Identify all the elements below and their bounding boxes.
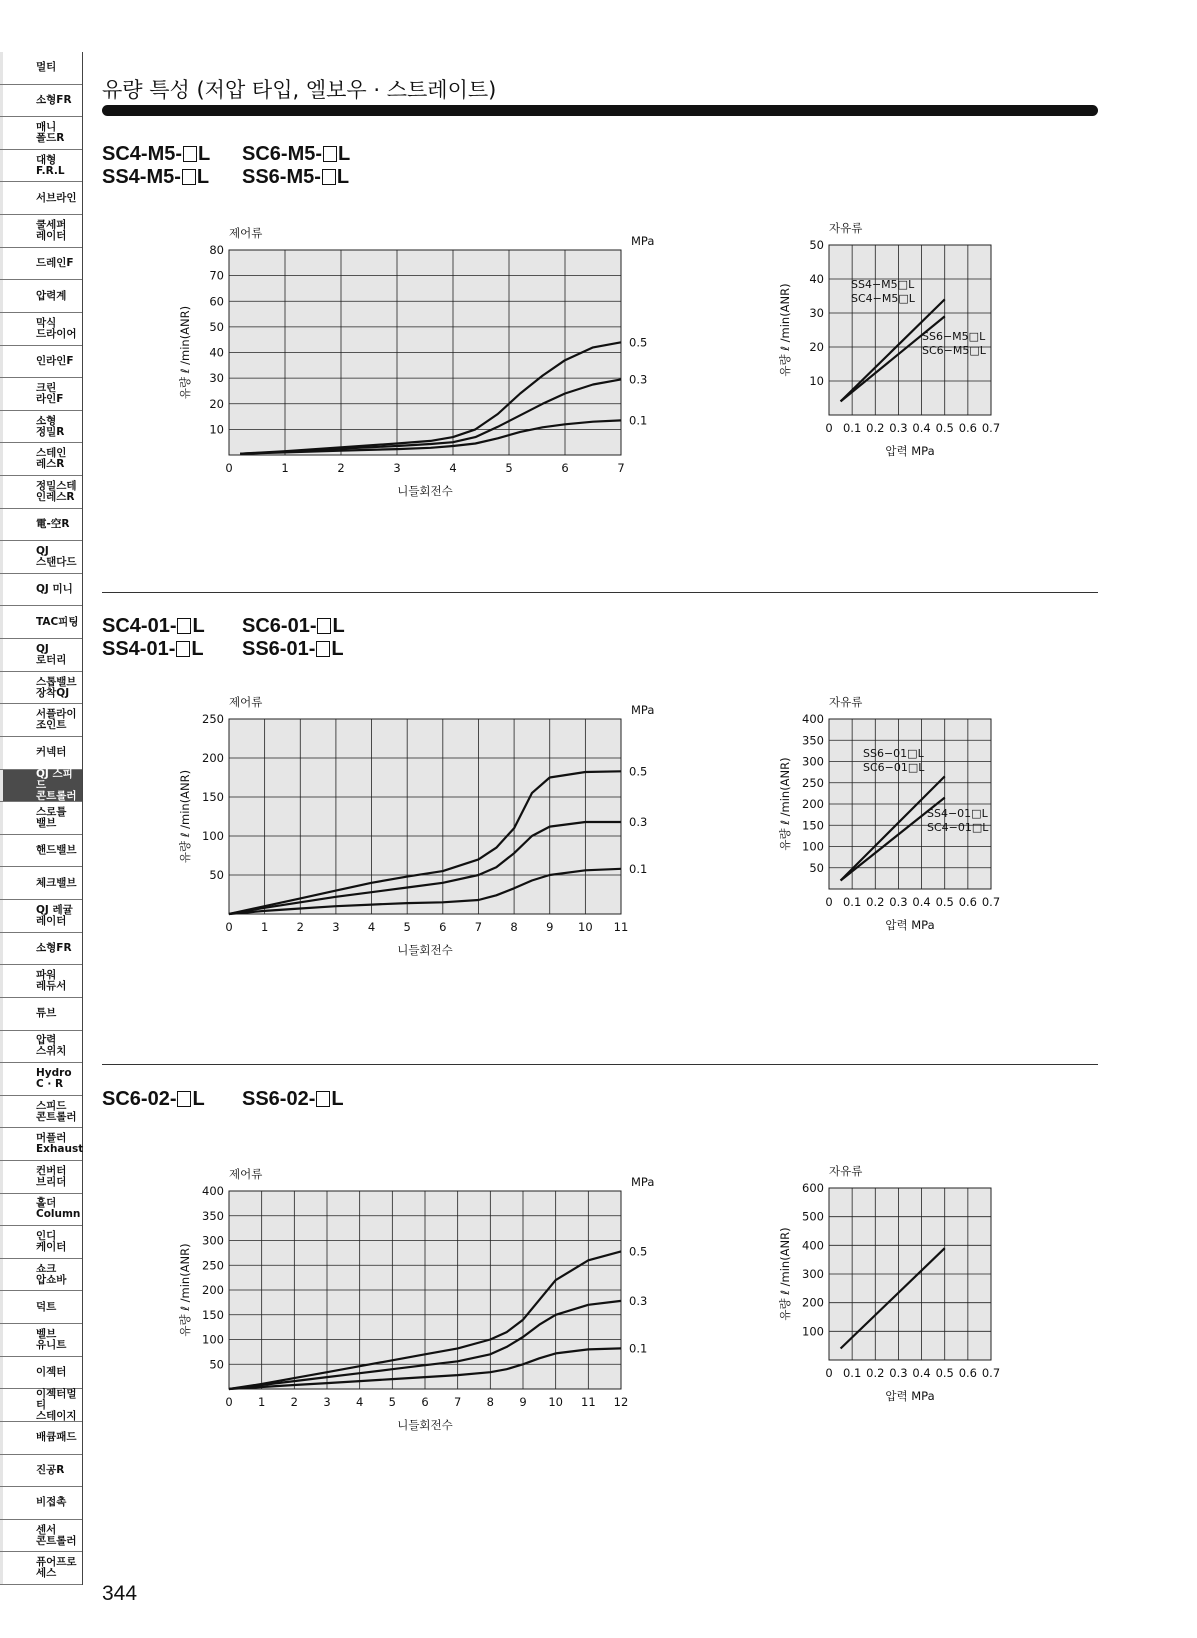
sidebar-item[interactable]: 쿨세퍼 레이터 <box>0 215 82 248</box>
y-axis-label: 유량 ℓ /min(ANR) <box>778 1227 792 1321</box>
y-tick-label: 100 <box>202 1332 224 1347</box>
x-tick-label: 0.5 <box>935 895 954 909</box>
series-label: 0.1 <box>629 1341 648 1356</box>
sidebar-item[interactable]: QJ 레귤 레이터 <box>0 900 82 933</box>
y-axis-label: 유량 ℓ /min(ANR) <box>178 769 192 864</box>
y-tick-label: 50 <box>209 1357 224 1372</box>
sidebar-item[interactable]: TAC피팅 <box>0 606 82 639</box>
chart-title: 자유류 <box>829 1164 863 1178</box>
x-tick-label: 0.2 <box>866 1366 885 1380</box>
sidebar-item[interactable]: 막식 드라이어 <box>0 313 82 346</box>
sidebar-item[interactable]: 진공R <box>0 1455 82 1488</box>
y-tick-label: 60 <box>209 294 224 309</box>
y-tick-label: 200 <box>202 751 224 765</box>
sidebar-item[interactable]: 스테인 레스R <box>0 443 82 476</box>
sidebar-item[interactable]: 스톱밸브 장착QJ <box>0 672 82 705</box>
x-tick-label: 6 <box>439 920 447 934</box>
x-tick-label: 11 <box>613 920 629 934</box>
y-tick-label: 250 <box>202 1258 224 1273</box>
series-label: SS4−M5□L <box>851 278 915 291</box>
model-suffix: L <box>196 166 210 188</box>
y-tick-label: 600 <box>802 1181 824 1195</box>
sidebar-item[interactable]: 벨브 유니트 <box>0 1324 82 1357</box>
y-tick-label: 300 <box>202 1233 224 1248</box>
model-suffix: L <box>331 1088 344 1110</box>
x-tick-label: 8 <box>510 920 518 934</box>
x-tick-label: 5 <box>403 920 411 934</box>
y-tick-label: 400 <box>802 712 824 726</box>
model-prefix: SC4-01- <box>102 615 177 637</box>
y-tick-label: 250 <box>802 775 824 790</box>
sidebar-item[interactable]: 압력계 <box>0 280 82 313</box>
sidebar-item[interactable]: 쇼크 압쇼바 <box>0 1259 82 1292</box>
sidebar-item[interactable]: 튜브 <box>0 998 82 1031</box>
series-label: SS4−01□L <box>927 807 988 820</box>
x-tick-label: 0.4 <box>912 1366 931 1380</box>
x-tick-label: 0.5 <box>935 1366 954 1380</box>
x-tick-label: 1 <box>260 920 269 934</box>
x-tick-label: 1 <box>258 1395 266 1409</box>
sidebar-item[interactable]: 퓨어프로 세스 <box>0 1552 82 1585</box>
chart-title: 제어류 <box>229 226 263 240</box>
sidebar-item[interactable]: 이젝터멀티 스테이지 <box>0 1389 82 1422</box>
model-prefix: SC6-M5- <box>242 143 323 165</box>
x-tick-label: 0.5 <box>935 421 954 435</box>
series-label: SC4−01□L <box>927 821 989 834</box>
x-tick-label: 0.2 <box>866 895 885 909</box>
y-tick-label: 400 <box>202 1184 224 1198</box>
chart-2 <box>778 221 1000 458</box>
x-tick-label: 0.7 <box>981 1366 1001 1380</box>
series-label: 0.1 <box>629 861 648 876</box>
x-tick-label: 12 <box>613 1395 629 1409</box>
y-tick-label: 50 <box>809 238 824 252</box>
x-axis-label: 니들회전수 <box>397 484 453 498</box>
sidebar-item[interactable]: 인디 케이터 <box>0 1226 82 1259</box>
series-label: SS6−M5□L <box>922 330 986 343</box>
y-tick-label: 80 <box>209 243 224 257</box>
series-label: SC6−M5□L <box>922 344 986 357</box>
x-tick-label: 9 <box>519 1395 527 1409</box>
x-tick-label: 2 <box>296 920 304 934</box>
y-tick-label: 100 <box>202 829 224 843</box>
x-tick-label: 7 <box>474 920 483 934</box>
y-tick-label: 30 <box>209 371 224 386</box>
series-label: SC4−M5□L <box>851 292 915 305</box>
x-axis-label: 니들회전수 <box>397 943 453 957</box>
model-suffix: L <box>192 1088 205 1110</box>
x-tick-label: 0 <box>825 1366 833 1380</box>
x-tick-label: 10 <box>578 920 593 934</box>
x-tick-label: 7 <box>454 1395 462 1409</box>
sidebar-item[interactable]: 대형 F.R.L <box>0 150 82 183</box>
x-tick-label: 1 <box>281 461 289 475</box>
y-tick-label: 50 <box>209 319 224 334</box>
sidebar-item[interactable]: 핸드밸브 <box>0 835 82 868</box>
y-tick-label: 100 <box>802 1324 824 1339</box>
x-tick-label: 0 <box>825 895 833 909</box>
sidebar-item[interactable]: QJ 스피드 콘트롤러 <box>0 770 82 803</box>
y-tick-label: 200 <box>802 797 824 811</box>
x-tick-label: 6 <box>561 461 569 475</box>
model-suffix: L <box>192 615 205 637</box>
x-tick-label: 0 <box>825 421 833 435</box>
chart-title: 제어류 <box>229 695 263 709</box>
x-tick-label: 0 <box>225 1395 233 1409</box>
y-axis-label: 유량 ℓ /min(ANR) <box>778 757 792 851</box>
series-label: SS6−01□L <box>863 747 924 760</box>
y-axis-label: 유량 ℓ /min(ANR) <box>178 305 192 400</box>
y-tick-label: 20 <box>809 340 824 354</box>
sidebar-item[interactable]: 압력 스위치 <box>0 1031 82 1064</box>
y-tick-label: 400 <box>802 1238 824 1253</box>
chart-title: 자유류 <box>829 221 863 235</box>
y-tick-label: 20 <box>209 396 224 411</box>
model-prefix: SS6-M5- <box>242 166 321 188</box>
y-tick-label: 200 <box>202 1283 224 1297</box>
series-label: 0.3 <box>629 814 648 829</box>
x-tick-label: 5 <box>505 461 513 475</box>
x-tick-label: 3 <box>323 1395 331 1409</box>
y-tick-label: 350 <box>202 1208 224 1223</box>
y-tick-label: 350 <box>802 733 824 748</box>
model-suffix: L <box>336 166 350 188</box>
model-suffix: L <box>191 638 204 660</box>
y-tick-label: 200 <box>802 1295 824 1310</box>
model-prefix: SS6-01- <box>242 638 316 660</box>
sidebar-item[interactable]: 드레인F <box>0 248 82 281</box>
model-suffix: L <box>331 638 344 660</box>
y-tick-label: 250 <box>202 712 224 726</box>
page-number: 344 <box>102 1582 138 1605</box>
sidebar-item[interactable]: 배큠패드 <box>0 1422 82 1455</box>
sidebar-item[interactable]: 서브라인 <box>0 182 82 215</box>
chart-4 <box>778 695 1000 932</box>
model-suffix: L <box>338 143 351 165</box>
chart-title: 자유류 <box>829 695 863 709</box>
sidebar-item[interactable]: Hydro C · R <box>0 1063 82 1096</box>
x-tick-label: 4 <box>356 1395 364 1409</box>
y-tick-label: 40 <box>209 345 224 360</box>
x-tick-label: 0.1 <box>842 1366 862 1380</box>
model-prefix: SC6-02- <box>102 1088 177 1110</box>
series-label: 0.3 <box>629 372 648 387</box>
x-tick-label: 9 <box>546 920 554 934</box>
x-tick-label: 0.6 <box>958 895 978 909</box>
chart-3 <box>178 695 654 957</box>
x-axis-label: 압력 MPa <box>885 918 935 932</box>
y-tick-label: 500 <box>802 1209 824 1224</box>
y-axis-label: 유량 ℓ /min(ANR) <box>178 1243 192 1337</box>
sidebar-item[interactable]: 커넥터 <box>0 737 82 770</box>
sidebar-item[interactable]: 정밀스테 인레스R <box>0 476 82 509</box>
sidebar-item[interactable]: 스피드 콘트롤러 <box>0 1096 82 1129</box>
y-tick-label: 150 <box>202 790 224 804</box>
model-prefix: SC4-M5- <box>102 143 183 165</box>
x-tick-label: 0.6 <box>958 1366 978 1380</box>
x-tick-label: 3 <box>332 920 340 934</box>
x-tick-label: 0.4 <box>912 895 931 909</box>
y-tick-label: 50 <box>809 860 824 875</box>
y-tick-label: 300 <box>802 754 824 769</box>
sidebar-item[interactable]: 멀티 <box>0 52 82 85</box>
x-tick-label: 0.1 <box>842 421 862 435</box>
sidebar-item[interactable]: QJ 로터리 <box>0 639 82 672</box>
x-axis-label: 압력 MPa <box>885 444 935 458</box>
legend-title: MPa <box>631 1175 655 1189</box>
model-prefix: SS4-M5- <box>102 166 181 188</box>
y-tick-label: 50 <box>209 868 224 882</box>
legend-title: MPa <box>631 234 655 248</box>
sidebar-item[interactable]: 머플러 Exhaust <box>0 1128 82 1161</box>
x-tick-label: 0 <box>225 461 233 475</box>
model-prefix: SS4-01- <box>102 638 176 660</box>
x-tick-label: 2 <box>337 461 345 475</box>
model-prefix: SS6-02- <box>242 1088 316 1110</box>
sidebar-item[interactable]: 홀더 Column <box>0 1194 82 1227</box>
sidebar-item[interactable]: QJ 미니 <box>0 574 82 607</box>
y-tick-label: 100 <box>802 839 824 854</box>
x-tick-label: 0 <box>225 920 233 934</box>
sidebar-item[interactable]: 크린 라인F <box>0 378 82 411</box>
y-axis-label: 유량 ℓ /min(ANR) <box>778 283 792 377</box>
y-tick-label: 30 <box>809 306 824 320</box>
sidebar-item[interactable]: 덕트 <box>0 1291 82 1324</box>
page-title: 유량 특성 (저압 타입, 엘보우 · 스트레이트) <box>102 78 497 102</box>
sidebar-item[interactable]: 매니 폴드R <box>0 117 82 150</box>
x-tick-label: 0.7 <box>981 895 1001 909</box>
x-axis-label: 압력 MPa <box>885 1389 935 1403</box>
series-label: 0.3 <box>629 1293 648 1308</box>
x-tick-label: 0.3 <box>889 895 908 909</box>
x-tick-label: 11 <box>581 1395 596 1409</box>
y-tick-label: 300 <box>802 1267 824 1281</box>
chart-5 <box>178 1167 654 1432</box>
sidebar-item[interactable]: 센서 콘트롤러 <box>0 1520 82 1553</box>
sidebar-item[interactable]: 인라인F <box>0 346 82 379</box>
x-tick-label: 0.2 <box>866 421 885 435</box>
x-tick-label: 0.7 <box>981 421 1001 435</box>
x-tick-label: 6 <box>421 1395 429 1409</box>
x-tick-label: 2 <box>290 1395 298 1409</box>
sidebar-item[interactable]: 소형FR <box>0 933 82 966</box>
x-tick-label: 4 <box>449 461 457 475</box>
y-tick-label: 10 <box>209 422 224 437</box>
x-tick-label: 0.3 <box>889 421 908 435</box>
x-tick-label: 8 <box>486 1395 494 1409</box>
series-label: 0.5 <box>629 1244 648 1259</box>
x-tick-label: 0.3 <box>889 1366 908 1380</box>
y-tick-label: 40 <box>809 272 824 286</box>
sidebar-item[interactable]: 소형 정밀R <box>0 411 82 444</box>
sidebar-item[interactable]: 컨버터 브리더 <box>0 1161 82 1194</box>
x-tick-label: 3 <box>393 461 401 475</box>
sidebar-item[interactable]: QJ 스탠다드 <box>0 541 82 574</box>
sidebar-item[interactable]: 스로틀 밸브 <box>0 802 82 835</box>
y-tick-label: 150 <box>802 818 824 833</box>
x-tick-label: 0.6 <box>958 421 978 435</box>
x-tick-label: 10 <box>548 1395 563 1409</box>
sidebar-item[interactable]: 電-空R <box>0 509 82 542</box>
chart-6 <box>778 1164 1000 1403</box>
chart-1 <box>178 226 654 498</box>
model-prefix: SC6-01- <box>242 615 317 637</box>
series-label: SC6−01□L <box>863 761 925 774</box>
chart-title: 제어류 <box>229 1167 263 1181</box>
series-label: 0.5 <box>629 335 648 350</box>
x-tick-label: 0.1 <box>842 895 862 909</box>
y-tick-label: 150 <box>202 1307 224 1322</box>
y-tick-label: 10 <box>809 374 824 388</box>
x-tick-label: 7 <box>617 461 625 475</box>
x-tick-label: 4 <box>367 920 376 934</box>
model-suffix: L <box>198 143 211 165</box>
sidebar-item[interactable]: 비접촉 <box>0 1487 82 1520</box>
sidebar-item[interactable]: 파워 레듀서 <box>0 965 82 998</box>
x-tick-label: 5 <box>388 1395 396 1409</box>
sidebar-item[interactable]: 소형FR <box>0 85 82 118</box>
model-suffix: L <box>332 615 345 637</box>
y-tick-label: 70 <box>209 268 224 283</box>
x-tick-label: 0.4 <box>912 421 931 435</box>
sidebar-item[interactable]: 서플라이 조인트 <box>0 704 82 737</box>
legend-title: MPa <box>631 703 655 717</box>
sidebar-item[interactable]: 체크밸브 <box>0 867 82 900</box>
x-axis-label: 니들회전수 <box>397 1418 453 1432</box>
sidebar-item[interactable]: 이젝터 <box>0 1357 82 1390</box>
series-label: 0.5 <box>629 764 648 779</box>
series-label: 0.1 <box>629 413 648 428</box>
